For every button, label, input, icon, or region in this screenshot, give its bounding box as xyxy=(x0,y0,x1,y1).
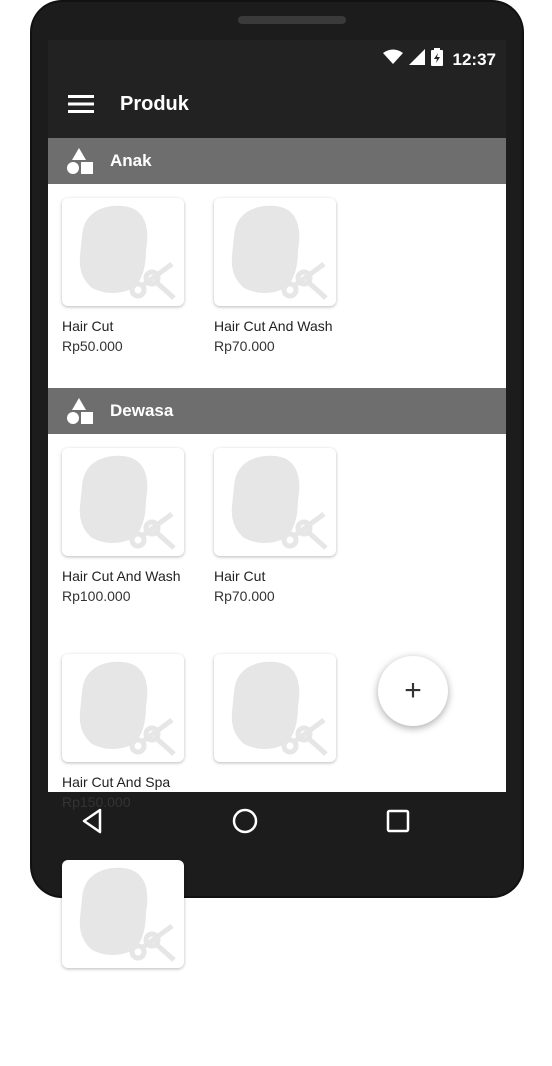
scissors-placeholder-icon xyxy=(62,198,184,306)
scissors-placeholder-icon xyxy=(62,448,184,556)
product-card[interactable] xyxy=(214,198,366,388)
signal-icon xyxy=(409,49,425,70)
wifi-icon xyxy=(383,49,403,70)
shapes-category-icon xyxy=(64,146,94,176)
status-icons xyxy=(383,48,496,71)
product-card[interactable] xyxy=(214,448,366,654)
scissors-placeholder-icon xyxy=(62,654,184,762)
status-bar xyxy=(48,40,506,74)
scissors-placeholder-icon xyxy=(62,860,184,968)
app-bar xyxy=(48,74,506,138)
menu-button[interactable] xyxy=(66,92,96,120)
section-header-dewasa xyxy=(48,388,506,434)
product-card[interactable] xyxy=(62,198,214,388)
scissors-placeholder-icon xyxy=(214,198,336,306)
back-icon xyxy=(80,808,104,839)
product-image-placeholder xyxy=(62,654,184,762)
phone-speaker xyxy=(238,16,346,24)
hamburger-menu-icon xyxy=(68,95,94,118)
recents-button[interactable] xyxy=(368,798,428,848)
product-image-placeholder xyxy=(214,654,336,762)
product-name: Hair Cut xyxy=(62,318,114,334)
back-button[interactable] xyxy=(62,798,122,848)
product-price: Rp150.000 xyxy=(62,794,131,810)
product-image-placeholder xyxy=(214,198,336,306)
product-price: Rp100.000 xyxy=(62,588,131,604)
shapes-category-icon xyxy=(64,396,94,426)
product-price: Rp70.000 xyxy=(214,588,275,604)
product-image-placeholder xyxy=(214,448,336,556)
recents-icon xyxy=(386,809,410,838)
status-time: 12:37 xyxy=(452,49,496,69)
product-image-placeholder xyxy=(62,860,184,968)
home-icon xyxy=(231,807,259,840)
product-image-placeholder xyxy=(62,448,184,556)
section-label: Dewasa xyxy=(110,401,174,420)
add-product-button[interactable] xyxy=(378,656,448,726)
home-button[interactable] xyxy=(215,798,275,848)
product-name: Hair Cut And Wash xyxy=(214,318,333,334)
product-name: Hair Cut xyxy=(214,568,266,584)
product-grid-anak xyxy=(48,184,506,388)
product-price: Rp70.000 xyxy=(214,338,275,354)
scissors-placeholder-icon xyxy=(214,448,336,556)
section-label: Anak xyxy=(110,151,152,170)
page-title: Produk xyxy=(120,93,189,115)
battery-icon xyxy=(431,48,443,71)
product-card[interactable] xyxy=(62,448,214,654)
product-name: Hair Cut And Wash xyxy=(62,568,181,584)
section-header-anak xyxy=(48,138,506,184)
product-card[interactable] xyxy=(62,860,214,1066)
scissors-placeholder-icon xyxy=(214,654,336,762)
product-grid-dewasa xyxy=(48,434,506,1066)
product-name: Hair Cut And Spa xyxy=(62,774,171,790)
add-icon: + xyxy=(404,674,422,707)
navigation-bar xyxy=(16,790,474,856)
phone-frame xyxy=(32,2,522,896)
product-price: Rp50.000 xyxy=(62,338,123,354)
product-image-placeholder xyxy=(62,198,184,306)
